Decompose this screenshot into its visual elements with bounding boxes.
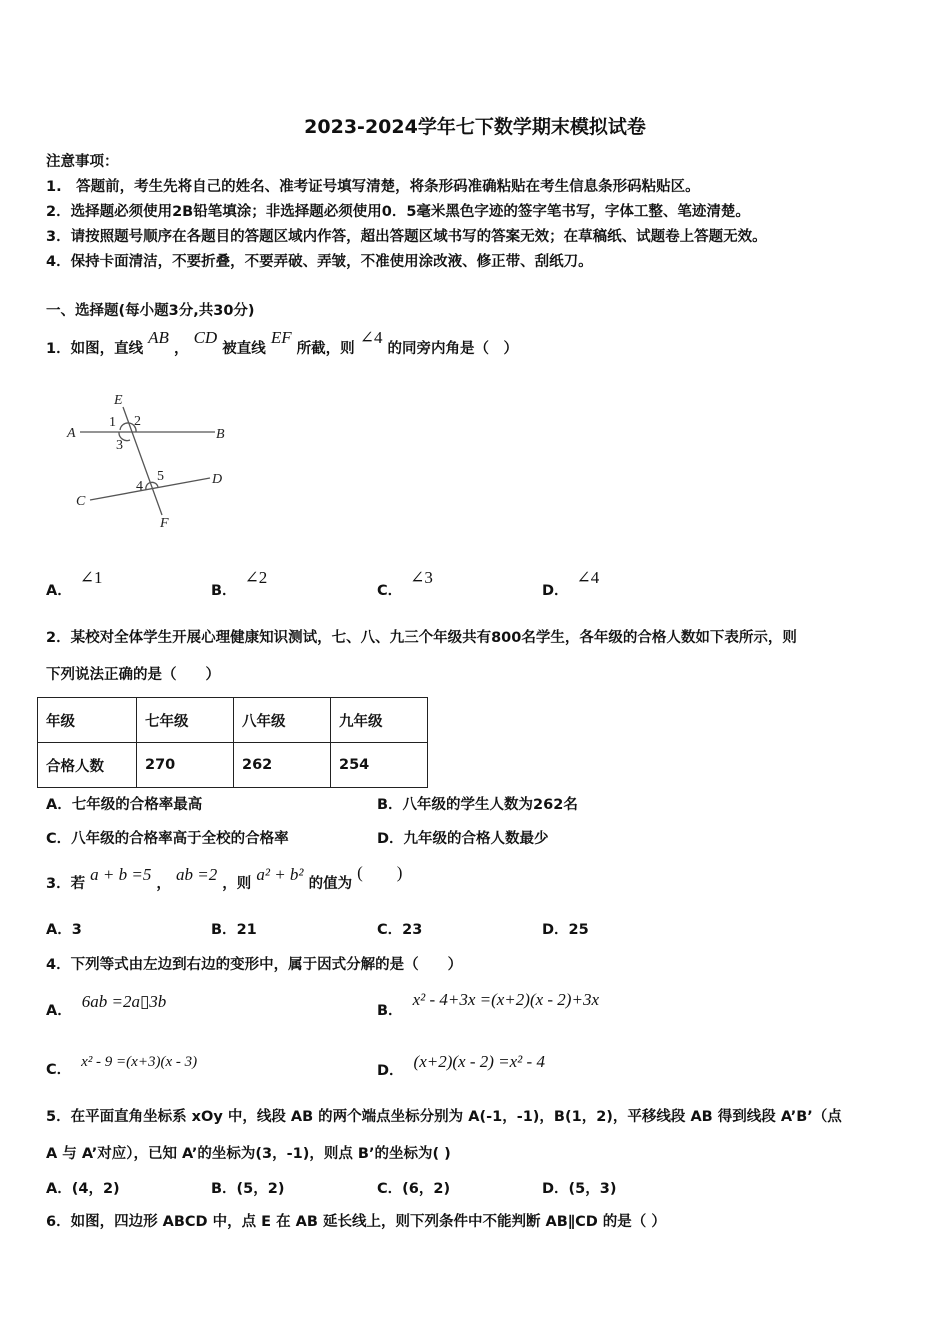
question-4: 4．下列等式由左边到右边的变形中，属于因式分解的是（ ） [46, 957, 463, 973]
option-b[interactable]: B．(5，2) [211, 1181, 285, 1197]
label-1: 1 [109, 415, 116, 430]
option-a[interactable]: A．七年级的合格率最高 [46, 797, 203, 813]
label-3: 3 [116, 438, 123, 453]
table-header-cell: 七年级 [137, 698, 234, 743]
table-cell: 262 [234, 743, 331, 788]
math-cd: CD [193, 328, 218, 347]
table-cell: 254 [331, 743, 428, 788]
table-header-cell: 八年级 [234, 698, 331, 743]
pass-count-table [37, 697, 428, 788]
section-heading: 一、选择题(每小题3分,共30分) [46, 303, 255, 319]
label-C: C [76, 494, 86, 509]
option-d[interactable]: D．(5，3) [542, 1181, 617, 1197]
table-header-cell: 九年级 [331, 698, 428, 743]
q1-text: 被直线 [222, 341, 266, 357]
option-c[interactable]: C．(6，2) [377, 1181, 451, 1197]
q1-text: 所截，则 [296, 341, 355, 357]
option-d[interactable]: D．九年级的合格人数最少 [377, 831, 549, 847]
figure-parallel-lines [40, 380, 240, 540]
label-A: A [67, 426, 76, 441]
question-2-cont: 下列说法正确的是（ ） [46, 667, 220, 683]
label-2: 2 [134, 414, 141, 429]
q1-text: 1．如图，直线 [46, 341, 144, 357]
question-2: 2．某校对全体学生开展心理健康知识测试，七、八、九三个年级共有800名学生，各年级的合格人数如下表所示，则 [46, 630, 797, 646]
option-d[interactable]: D．25 [542, 922, 589, 938]
page-title: 2023-2024学年七下数学期末模拟试卷 [304, 116, 646, 138]
option-c[interactable]: C． x² - 9 =(x+3)(x - 3) [46, 1054, 198, 1078]
question-6: 6．如图，四边形 ABCD 中，点 E 在 AB 延长线上，则下列条件中不能判断 AB∥CD 的是（ ） [46, 1214, 666, 1230]
table-row [38, 698, 428, 743]
label-5: 5 [157, 469, 164, 484]
notice-item: 4．保持卡面清洁，不要折叠，不要弄破、弄皱，不准使用涂改液、修正带、刮纸刀。 [46, 254, 593, 270]
question-5: 5．在平面直角坐标系 xOy 中，线段 AB 的两个端点坐标分别为 A(-1，-1)，B(1，2)，平移线段 AB 得到线段 A’B’（点 [46, 1109, 842, 1125]
notice-item: 1. 答题前，考生先将自己的姓名、准考证号填写清楚，将条形码准确粘贴在考生信息条形码粘贴区。 [46, 179, 700, 195]
option-b[interactable]: B．x² - 4+3x =(x+2)(x - 2)+3x [377, 990, 599, 1019]
option-a[interactable]: A．3 [46, 922, 82, 938]
option-c[interactable]: C．∠3 [377, 568, 433, 599]
q1-text: 的同旁内角是（ ） [387, 341, 519, 357]
table-header-cell: 年级 [38, 698, 137, 743]
math-expr: a + b =5 [90, 865, 152, 884]
option-a[interactable]: A．(4，2) [46, 1181, 120, 1197]
table-cell: 合格人数 [38, 743, 137, 788]
label-4: 4 [136, 479, 143, 494]
label-F: F [160, 516, 169, 531]
option-d[interactable]: D． (x+2)(x - 2) =x² - 4 [377, 1052, 545, 1079]
q1-sep: ， [174, 341, 189, 357]
label-D: D [212, 472, 223, 487]
option-d[interactable]: D．∠4 [542, 568, 600, 599]
option-b[interactable]: B．21 [211, 922, 257, 938]
math-ef: EF [270, 328, 292, 347]
option-c[interactable]: C．23 [377, 922, 423, 938]
option-a[interactable]: A． 6ab =2a▯3b [46, 992, 167, 1019]
notice-item: 3．请按照题号顺序在各题目的答题区域内作答，超出答题区域书写的答案无效；在草稿纸、试题卷上答题无效。 [46, 229, 767, 245]
math-angle: ∠4 [359, 328, 383, 347]
question-1 [46, 328, 519, 359]
math-expr: a² + b² [256, 865, 304, 884]
label-E: E [114, 393, 123, 408]
option-b[interactable]: B．∠2 [211, 568, 268, 599]
math-expr: ab =2 [175, 865, 218, 884]
option-c[interactable]: C．八年级的合格率高于全校的合格率 [46, 831, 289, 847]
option-b[interactable]: B．八年级的学生人数为262名 [377, 797, 578, 813]
notice-heading: 注意事项： [46, 154, 119, 170]
question-3: 3．若 a + b =5 ， ab =2 ，则 a² + b² 的值为 ( ) [46, 863, 403, 892]
table-row [38, 743, 428, 788]
question-5-cont: A 与 A’对应），已知 A’的坐标为(3，-1)，则点 B’的坐标为( ) [46, 1146, 451, 1162]
math-ab: AB [148, 328, 169, 347]
table-cell: 270 [137, 743, 234, 788]
label-B: B [216, 427, 225, 442]
option-a[interactable]: A．∠1 [46, 568, 103, 599]
notice-item: 2．选择题必须使用2B铅笔填涂；非选择题必须使用0．5毫米黑色字迹的签字笔书写，字体工整、笔迹清楚。 [46, 204, 750, 220]
